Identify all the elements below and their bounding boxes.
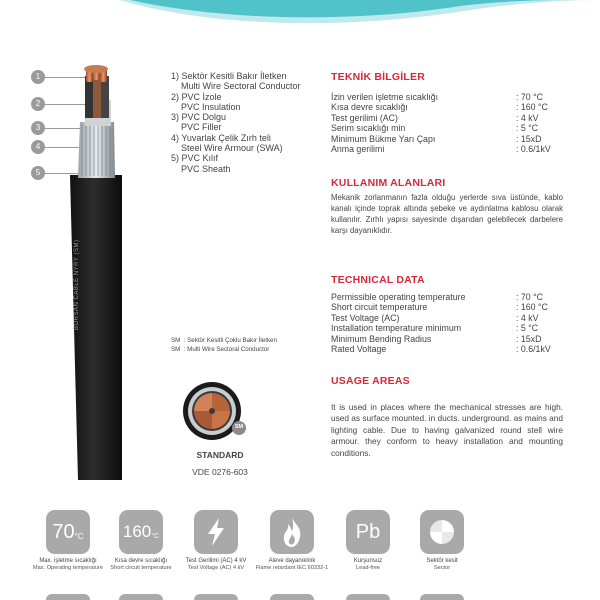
cable-cross-section	[181, 380, 251, 442]
icon-row-2-partial	[346, 594, 390, 600]
icon-caption-en: Sector	[433, 564, 451, 571]
icon-caption-1	[31, 558, 105, 571]
part-3-en: PVC Filler	[181, 122, 222, 133]
teknik-value: : 4 kV	[516, 112, 539, 123]
technical-value: : 0.6/1kV	[516, 344, 551, 355]
part-marker-2: 2	[31, 97, 45, 111]
teknik-key: Kısa devre sıcaklığı	[331, 102, 408, 113]
sm-note-tr: : Sektör Kesitli Çoklu Bakır İletken	[183, 337, 277, 344]
part-5-tr: 5) PVC Kılıf	[171, 153, 219, 164]
icon-caption-tr: Kurşunsuz	[353, 558, 383, 564]
technical-value: : 4 kV	[516, 312, 539, 323]
lead-free-icon	[346, 510, 390, 554]
teknik-value: : 0.6/1kV	[516, 144, 551, 155]
technical-key: Test Voltage (AC)	[331, 312, 400, 323]
part-2-en: PVC Insulation	[181, 101, 241, 112]
icon-row-2-partial	[46, 594, 90, 600]
part-3-tr: 3) PVC Dolgu	[171, 112, 227, 123]
usage-title: USAGE AREAS	[331, 375, 410, 387]
technical-value: : 5 °C	[516, 323, 539, 334]
160-celsius-icon	[119, 510, 163, 554]
technical-key: Permissible operating temperature	[331, 292, 466, 302]
sm-notes	[171, 337, 277, 354]
icon-caption-6	[405, 558, 479, 571]
part-4-en: Steel Wire Armour (SWA)	[181, 143, 283, 154]
lightning-icon	[194, 510, 238, 554]
icon-caption-tr: Test Gerilimi (AC) 4 kV	[185, 558, 247, 564]
technical-value: : 160 °C	[516, 302, 548, 313]
technical-title: TECHNICAL DATA	[331, 274, 425, 286]
part-marker-1: 1	[31, 70, 45, 84]
lightning-bolt-glyph	[203, 517, 229, 547]
part-marker-5: 5	[31, 166, 45, 180]
teknik-value: : 15xD	[516, 133, 542, 144]
teknik-table	[331, 92, 551, 154]
technical-key: Minimum Bending Radius	[331, 333, 432, 344]
top-wave-decoration	[0, 0, 600, 40]
part-marker-3: 3	[31, 121, 45, 135]
icon-caption-tr: Aleve dayanıklılık	[268, 558, 316, 564]
icon-row-2-partial	[119, 594, 163, 600]
technical-table	[331, 292, 551, 354]
flame-glyph	[279, 516, 305, 548]
icon-row-2-partial	[420, 594, 464, 600]
technical-value: : 70 °C	[516, 292, 543, 302]
sm-code: SM	[171, 337, 181, 344]
sm-badge: SM	[234, 424, 244, 430]
icon-value: 70	[52, 520, 75, 543]
sm-code: SM	[171, 345, 181, 353]
part-4-tr: 4) Yuvarlak Çelik Zırh teli	[171, 132, 271, 143]
teknik-value: : 70 °C	[516, 92, 543, 102]
icon-caption-2	[104, 558, 178, 571]
teknik-key: Serim sıcaklığı min	[331, 123, 406, 134]
icon-caption-en: Short circuit temperature	[110, 564, 172, 571]
part-1-en: Multi Wire Sectoral Conductor	[181, 81, 301, 92]
technical-key: Rated Voltage	[331, 344, 387, 355]
70-celsius-icon	[46, 510, 90, 554]
part-marker-4: 4	[31, 140, 45, 154]
standard-label: STANDARD	[196, 450, 244, 460]
parts-list	[171, 71, 301, 174]
icon-value: 160	[122, 522, 152, 541]
teknik-value: : 160 °C	[516, 102, 548, 113]
icon-value: Pb	[355, 520, 381, 543]
part-2-tr: 2) PVC İzole	[171, 91, 222, 102]
technical-value: : 15xD	[516, 333, 542, 344]
icon-caption-5	[331, 558, 405, 571]
teknik-key: Test gerilimi (AC)	[331, 112, 398, 123]
icon-caption-en: Test Voltage (AC) 4 kV	[187, 564, 245, 571]
icon-caption-3	[179, 558, 253, 571]
icon-row-2-partial	[270, 594, 314, 600]
teknik-key: İzin verilen işletme sıcaklığı	[331, 92, 439, 102]
technical-key: Installation temperature minimum	[331, 323, 462, 334]
teknik-key: Anma gerilimi	[331, 144, 385, 155]
icon-caption-tr: Sektör kesit	[426, 558, 458, 564]
icon-unit: °C	[74, 531, 84, 541]
sector-glyph	[428, 518, 456, 546]
part-5-en: PVC Sheath	[181, 163, 231, 174]
part-1-tr: 1) Sektör Kesitli Bakır İletken	[171, 71, 287, 81]
kullanim-title: KULLANIM ALANLARI	[331, 177, 446, 189]
icon-caption-en: Lead-free	[356, 564, 380, 571]
teknik-value: : 5 °C	[516, 123, 539, 134]
sector-conductor-icon	[420, 510, 464, 554]
teknik-key: Minimum Bükme Yarı Çapı	[331, 133, 436, 144]
flame-icon	[270, 510, 314, 554]
icon-caption-en: Flame retardant IEC 60332-1	[255, 564, 329, 571]
teknik-title: TEKNİK BİLGİLER	[331, 71, 425, 83]
icon-unit: °C	[151, 532, 160, 540]
sm-note-en: : Multi Wire Sectoral Conductor	[183, 345, 270, 353]
usage-text: It is used in places where the mechanical stresses are high. used as surface mounted. in ducts. underground. as mains and lighting cable. Due to having galvanized round stell wire armour. they conform to heavy installation and mounting conditions.	[331, 402, 563, 458]
icon-row-2-partial	[194, 594, 238, 600]
technical-key: Short circuit temperature	[331, 302, 428, 313]
icon-caption-en: Max. Operating temperature	[33, 564, 103, 571]
icon-caption-tr: Max. işletme sıcaklığı	[39, 558, 97, 564]
icon-caption-tr: Kısa devre sıcaklığı	[114, 558, 168, 564]
icon-caption-4	[255, 558, 329, 571]
kullanim-text: Mekanik zorlanmanın fazla olduğu yerlerde sıva üstünde, kablo kanalı içinde toprak altında şebeke ve aydınlatma kablosu olarak kullanılır. Zırhlı yapısı sayesinde dışarıdan gelebilecek darbelere karşı dayanıklıdır.	[331, 193, 563, 236]
cable-print-text: BORSAN CABLE NYRY (SM)	[74, 239, 80, 330]
standard-value: VDE 0276-603	[192, 467, 248, 477]
